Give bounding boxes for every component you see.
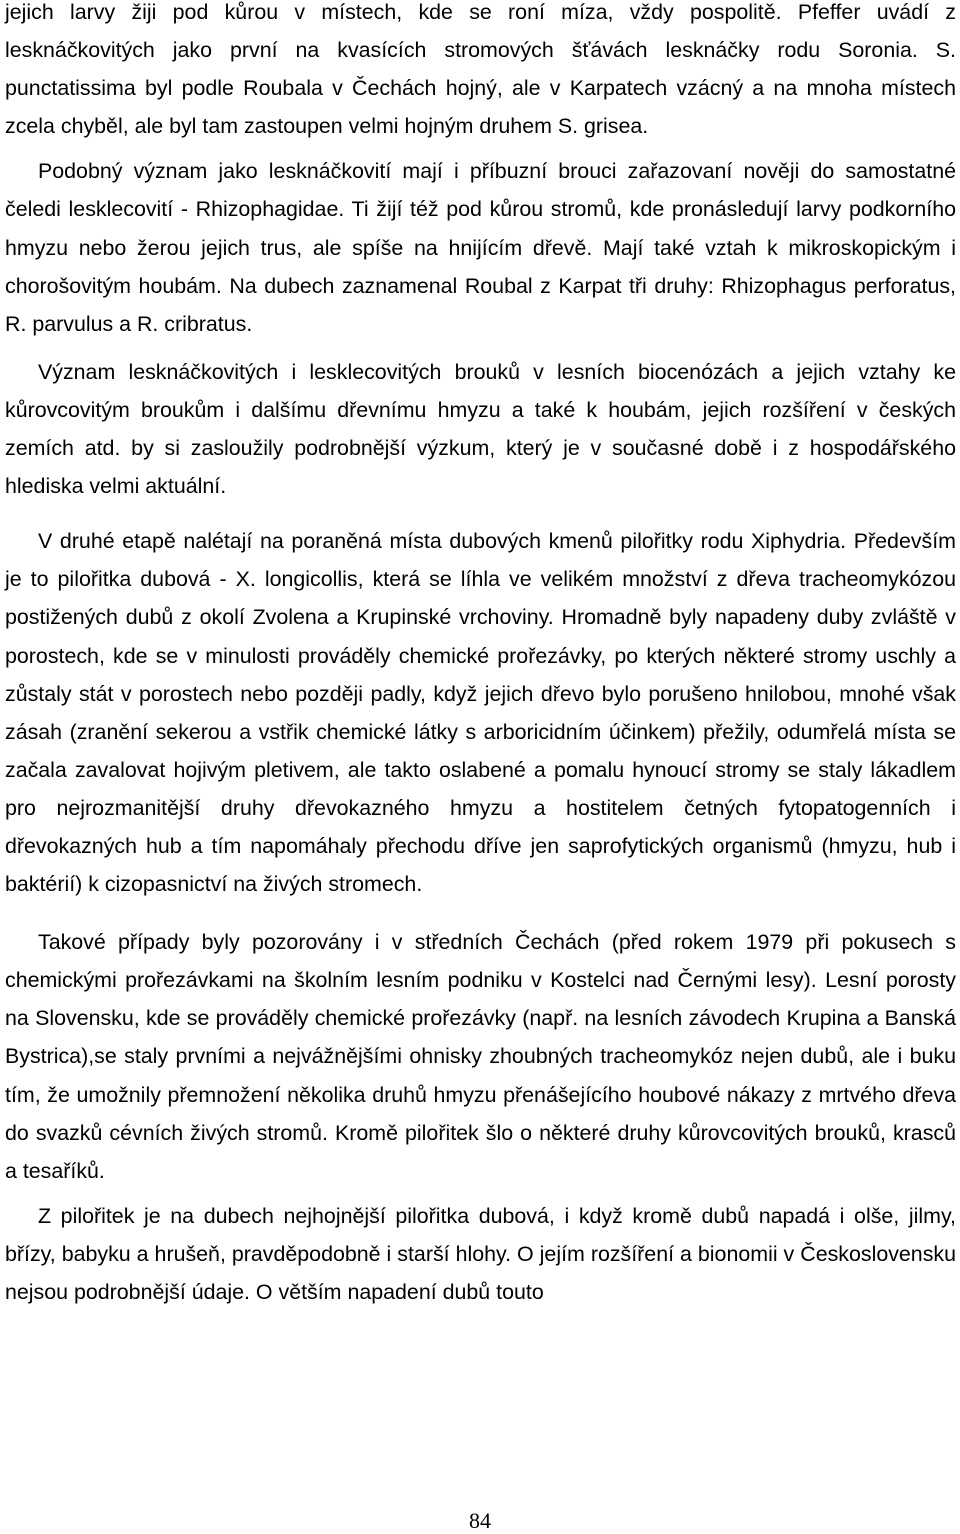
paragraph-3: Význam lesknáčkovitých i lesklecovitých brouků v lesních biocenózách a jejich vztahy ke kůrovcovitým broukům i dalšímu dřevnímu hmyzu a také k houbám, jejich rozšíření v českých zemích atd. by si zasloužily podrobnější výzkum, který je v současné době i z hospodářského hlediska velmi aktuální. xyxy=(5,359,956,499)
paragraph-1: jejich larvy žiji pod kůrou v místech, kde se roní míza, vždy pospolitě. Pfeffer uvádí z lesknáčkovitých jako první na kvasících stromových šťávách lesknáčky rodu Soronia. S. punctatissima byl podle Roubala v Čechách hojný, ale v Karpatech vzácný a na mnoha místech zcela chyběl, ale byl tam zastoupen velmi hojným druhem S. grisea. xyxy=(5,0,956,139)
paragraph-4: V druhé etapě nalétají na poraněná místa dubových kmenů pilořitky rodu Xiphydria. Především je to pilořitka dubová - X. longicollis, která se líhla ve velikém množství z dřeva tracheomykózou postižených dubů z okolí Zvolena a Krupinské vrchoviny. Hromadně byly napadeny duby zvláště v porostech, kde se v minulosti prováděly chemické prořezávky, po kterých některé stromy uschly a zůstaly stát v porostech nebo později padly, když jejich dřevo bylo porušeno hnilobou, mnohé však zásah (zranění sekerou a vstřik chemické látky s arboricidním účinkem) přežily, odumřelá místa se začala zavalovat hojivým pletivem, ale takto oslabené a pomalu hynoucí stromy se staly lákadlem pro nejrozmanitější druhy dřevokazného hmyzu a hostitelem četných fytopatogenních i dřevokazných hub a tím napomáhaly přechodu dříve jen saprofytických organismů (hmyzu, hub i baktérií) k cizopasnictví na živých stromech. xyxy=(5,529,956,897)
paragraph-6: Z pilořitek je na dubech nejhojnější pilořitka dubová, i když kromě dubů napadá i olše, jilmy, břízy, babyku a hrušeň, pravděpodobně i starší hlohy. O jejím rozšíření a bionomii v Československu nejsou podrobnější údaje. O větším napadení dubů touto xyxy=(5,1203,956,1304)
document-body xyxy=(5,0,956,1311)
page-number: 84 xyxy=(469,1508,491,1533)
paragraph-5: Takové případy byly pozorovány i v středních Čechách (před rokem 1979 při pokusech s chemickými prořezávkami na školním lesním podniku v Kostelci nad Černými lesy). Lesní porosty na Slovensku, kde se prováděly chemické prořezávky (např. na lesních závodech Krupina a Banská Bystrica),se staly prvními a nejvážnějšími ohnisky zhoubných tracheomykóz nejen dubů, ale i buku tím, že umožnily přemnožení několika druhů hmyzu přenášejícího houbové nákazy z mrtvého dřeva do svazků cévních živých stromů. Kromě pilořitek šlo o některé druhy kůrovcovitých brouků, krasců a tesaříků. xyxy=(5,930,956,1183)
paragraph-2: Podobný význam jako lesknáčkovití mají i příbuzní brouci zařazovaní nověji do samostatné čeledi lesklecovití - Rhizophagidae. Ti žijí též pod kůrou stromů, kde pronásledují larvy podkorního hmyzu nebo žerou jejich trus, ale spíše na hnijícím dřevě. Mají také vztah k mikroskopickým i chorošovitým houbám. Na dubech zaznamenal Roubal z Karpat tři druhy: Rhizophagus perforatus, R. parvulus a R. cribratus. xyxy=(5,159,956,336)
